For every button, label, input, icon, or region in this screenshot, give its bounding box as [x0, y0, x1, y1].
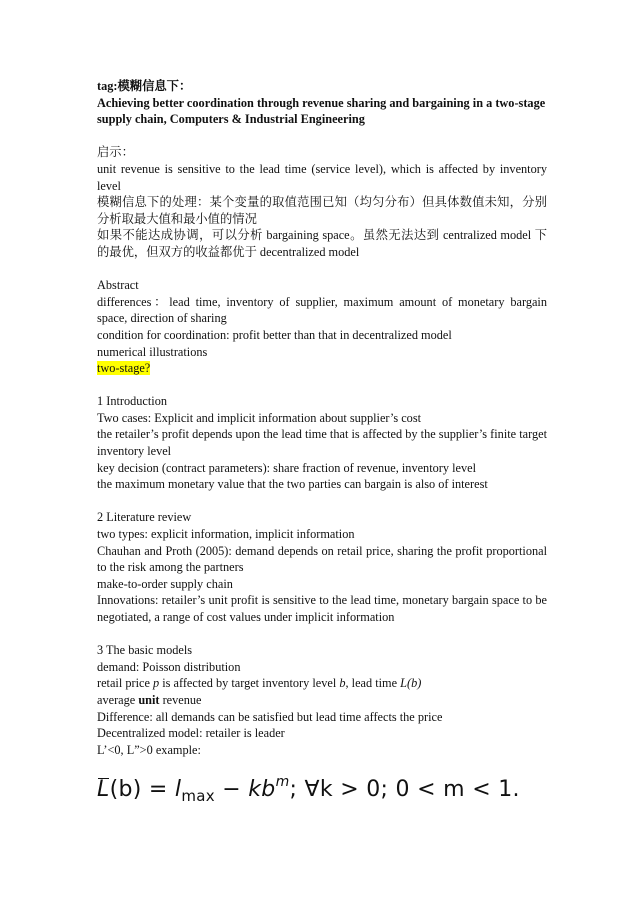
abstract-heading: Abstract — [97, 278, 139, 293]
introduction-line: the maximum monetary value that the two parties can bargain is also of interest — [97, 477, 488, 492]
spacer — [97, 377, 547, 394]
models-line — [97, 692, 547, 709]
document-page — [97, 78, 547, 810]
paper-title: Achieving better coordination through revenue sharing and bargaining in a two-stage supply chain, Computers & Industrial Engineering — [97, 95, 546, 127]
formula-arg: (b) = — [109, 777, 175, 803]
formula-l: l — [174, 777, 182, 803]
text-run: average — [97, 692, 139, 707]
text-run: retail price — [97, 676, 153, 691]
formula-rest: ; ∀k > 0; 0 < m < 1. — [289, 777, 520, 803]
literature-line: make-to-order supply chain — [97, 576, 233, 591]
models-line: demand: Poisson distribution — [97, 659, 241, 674]
abstract-line: numerical illustrations — [97, 344, 208, 359]
text-run: revenue — [159, 692, 202, 707]
inspiration-heading: 启示： — [97, 145, 134, 160]
introduction-line: the retailer’s profit depends upon the lead time that is affected by the supplier’s finite target inventory level — [97, 427, 547, 459]
highlighted-question: two-stage? — [97, 361, 151, 376]
models-line: L’<0, L”>0 example: — [97, 742, 201, 757]
inspiration-line: 模糊信息下的处理：某个变量的取值范围已知（均匀分布）但具体数值未知，分别分析取最大值和最小值的情况 — [97, 195, 547, 226]
literature-line: Innovations: retailer’s unit profit is sensitive to the lead time, monetary bargain space to be negotiated, a range of cost values under implicit information — [97, 593, 547, 624]
introduction-line: key decision (contract parameters): share fraction of revenue, inventory level — [97, 460, 476, 475]
models-heading: 3 The basic models — [97, 643, 193, 658]
inspiration-line: unit revenue is sensitive to the lead time (service level), which is affected by inventory level — [97, 161, 547, 193]
formula-kb: kb — [248, 777, 276, 803]
variable-lb: L(b) — [400, 676, 422, 691]
models-line: Difference: all demands can be satisfied but lead time affects the price — [97, 709, 443, 724]
spacer — [97, 261, 547, 278]
abstract-line: condition for coordination: profit better than that in decentralized model — [97, 327, 452, 342]
abstract-line: differences：lead time, inventory of supplier, maximum amount of monetary bargain space, direction of sharing — [97, 294, 547, 326]
models-line — [97, 675, 547, 692]
inspiration-line: 如果不能达成协调，可以分析 bargaining space。虽然无法达到 centralized model 下的最优，但双方的收益都优于 decentralized model — [97, 228, 547, 259]
introduction-heading: 1 Introduction — [97, 394, 168, 409]
models-line: Decentralized model: retailer is leader — [97, 726, 285, 741]
introduction-line: Two cases: Explicit and implicit information about supplier’s cost — [97, 410, 422, 425]
text-run: is affected by target inventory level — [159, 676, 340, 691]
spacer — [97, 128, 547, 145]
literature-heading: 2 Literature review — [97, 510, 192, 525]
formula-exp: m — [275, 774, 290, 791]
formula-sub: max — [181, 787, 215, 806]
literature-line: Chauhan and Proth (2005): demand depends on retail price, sharing the profit proportional to the risk among the partners — [97, 543, 547, 575]
text-run: , lead time — [345, 676, 401, 691]
bold-unit: unit — [138, 692, 160, 707]
literature-line: two types: explicit information, implicit information — [97, 527, 355, 542]
formula-minus: − — [214, 777, 249, 803]
variable-p: p — [153, 676, 160, 691]
spacer — [97, 493, 547, 510]
tag-line: tag:模糊信息下： — [97, 79, 192, 93]
abstract-highlight-line — [97, 360, 547, 377]
variable-b: b — [339, 676, 346, 691]
formula-l-bar: L — [97, 777, 110, 803]
lead-time-formula — [97, 768, 547, 810]
spacer — [97, 626, 547, 643]
